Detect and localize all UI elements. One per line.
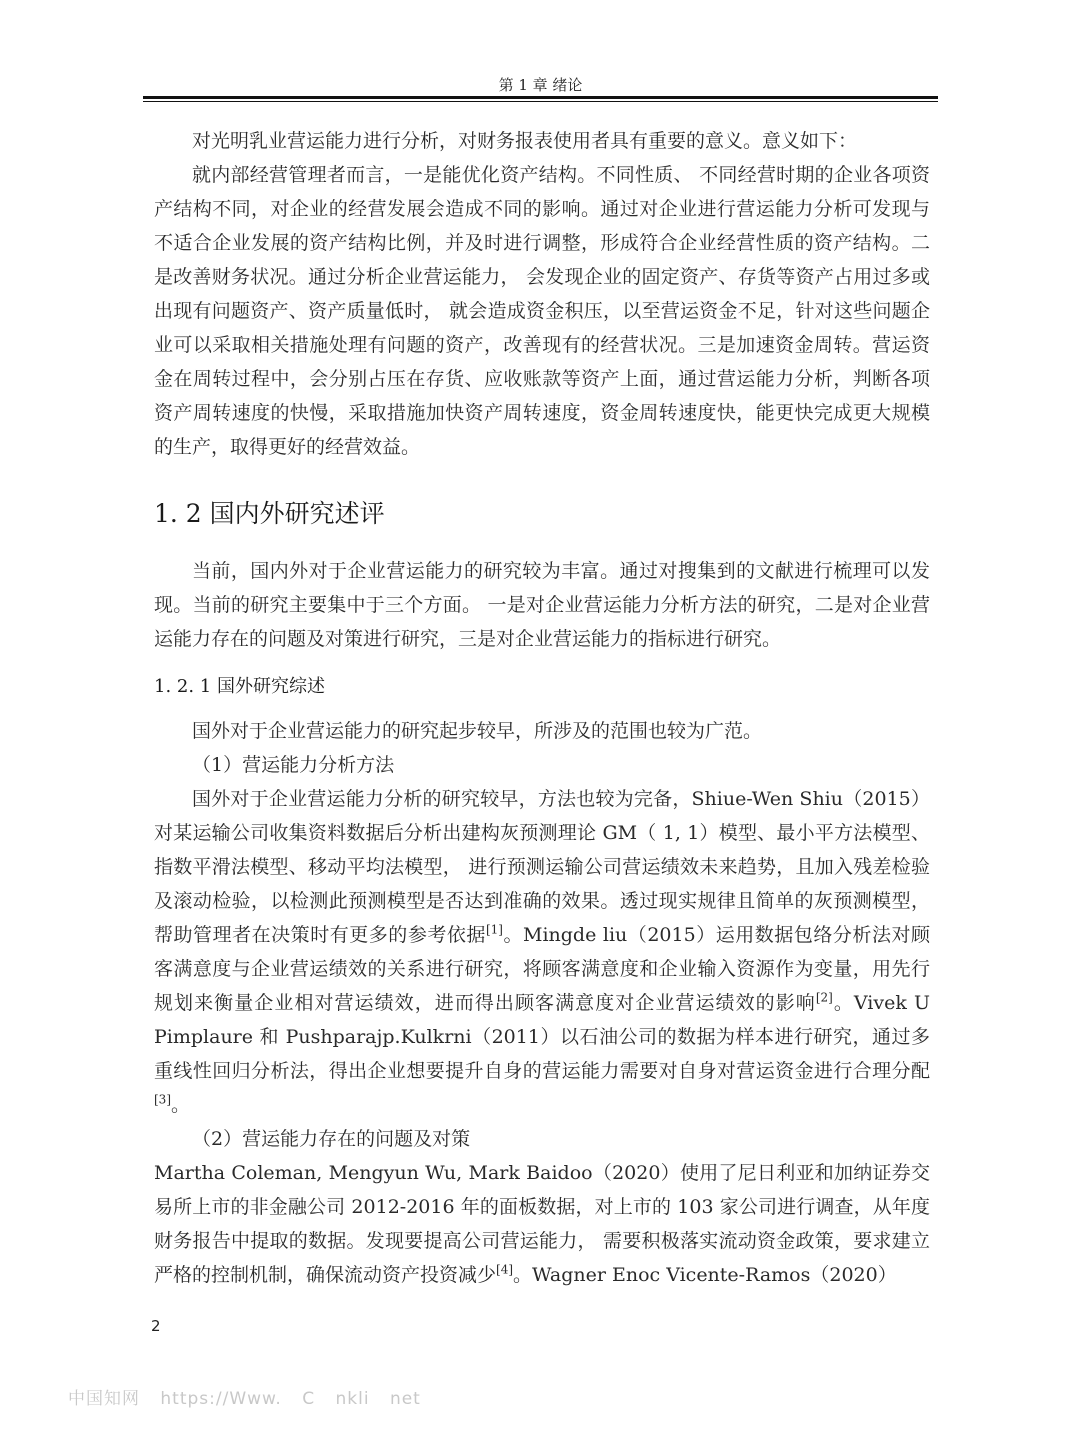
citation-4: [4] — [496, 1262, 514, 1277]
section-1-2-paragraph: 当前，国内外对于企业营运能力的研究较为丰富。通过对搜集到的文献进行梳理可以发现。当前的研究主要集中于三个方面。 一是对企业营运能力分析方法的研究，二是对企业营运能力存在的问题及对策进行研究，三是对企业营运能力的指标进行研究。 — [154, 560, 930, 650]
page-body — [154, 124, 930, 1292]
section-heading-1-2: 1. 2 国内外研究述评 — [154, 499, 385, 528]
list-item-2-heading: （2）营运能力存在的问题及对策 — [192, 1128, 471, 1150]
cnki-watermark: 中国知网 https://Www. C nkli net — [68, 1389, 421, 1409]
header-rule-thin — [143, 101, 938, 102]
subsection-1-2-1-intro: 国外对于企业营运能力的研究起步较早，所涉及的范围也较为广范。 — [192, 720, 763, 742]
intro-paragraph-2: 就内部经营管理者而言，一是能优化资产结构。不同性质、 不同经营时期的企业各项资产结构不同，对企业的经营发展会造成不同的影响。通过对企业进行营运能力分析可发现与不适合企业发展的资产结构比例，并及时进行调整，形成符合企业经营性质的资产结构。二是改善财务状况。通过分析企业营运能力， 会发现企业的固定资产、存货等资产占用过多或出现有问题资产、资产质量低时， 就会造成资金积压，以至营运资金不足，针对这些问题企业可以采取相关措施处理有问题的资产，改善现有的经营状况。三是加速资金周转。营运资金在周转过程中，会分别占压在存货、应收账款等资产上面，通过营运能力分析，判断各项资产周转速度的快慢，采取措施加快资产周转速度，资金周转速度快，能更快完成更大规模的生产，取得更好的经营效益。 — [154, 164, 930, 458]
list-item-1-heading: （1）营运能力分析方法 — [192, 754, 395, 776]
citation-3: [3] — [154, 1092, 171, 1107]
item-2-text-part-2: 。Wagner Enoc Vicente-Ramos（2020） — [513, 1264, 897, 1286]
running-header: 第 1 章 绪论 — [498, 76, 583, 94]
item-2-text-part-1: Martha Coleman, Mengyun Wu, Mark Baidoo（2020）使用了尼日利亚和加纳证券交易所上市的非金融公司 2012-2016 年的面板数据，对上市的 103 家公司进行调查，从年度财务报告中提取的数据。发现要提高公司营运能力， 需要积极落实流动资金政策，要求建立严格的控制机制，确保流动资产投资减少 — [154, 1162, 930, 1286]
item-1-text-part-1: 国外对于企业营运能力分析的研究较早，方法也较为完备，Shiue-Wen Shiu（2015）对某运输公司收集资料数据后分析出建构灰预测理论 GM（ 1, 1）模型、最小平方法模型、指数平滑法模型、移动平均法模型， 进行预测运输公司营运绩效未来趋势，且加入残差检验及滚动检验，以检测此预测模型是否达到准确的效果。透过现实规律且简单的灰预测模型，帮助管理者在决策时有更多的参考依据 — [154, 788, 930, 946]
item-1-text-part-3: 。Vivek U Pimplaure 和 Pushparajp.Kulkrni（2011）以石油公司的数据为样本进行研究，通过多重线性回归分析法，得出企业想要提升自身的营运能力需要对自身对营运资金进行合理分配 — [154, 992, 930, 1082]
item-1-text-part-4: 。 — [171, 1094, 191, 1116]
subsection-heading-1-2-1: 1. 2. 1 国外研究综述 — [154, 676, 325, 697]
intro-paragraph-1: 对光明乳业营运能力进行分析，对财务报表使用者具有重要的意义。意义如下： — [192, 130, 858, 152]
page-number: 2 — [151, 1317, 161, 1335]
item-1-text-part-2: 。Mingde liu（2015）运用数据包络分析法对顾客满意度与企业营运绩效的关系进行研究，将顾客满意度和企业输入资源作为变量，用先行规划来衡量企业相对营运绩效，进而得出顾客满意度对企业营运绩效的影响 — [154, 924, 930, 1014]
citation-2: [2] — [815, 990, 833, 1005]
header-rule-thick — [143, 96, 938, 99]
list-item-2-paragraph — [154, 1156, 930, 1292]
citation-1: [1] — [485, 922, 503, 937]
list-item-1-paragraph — [154, 782, 930, 1122]
